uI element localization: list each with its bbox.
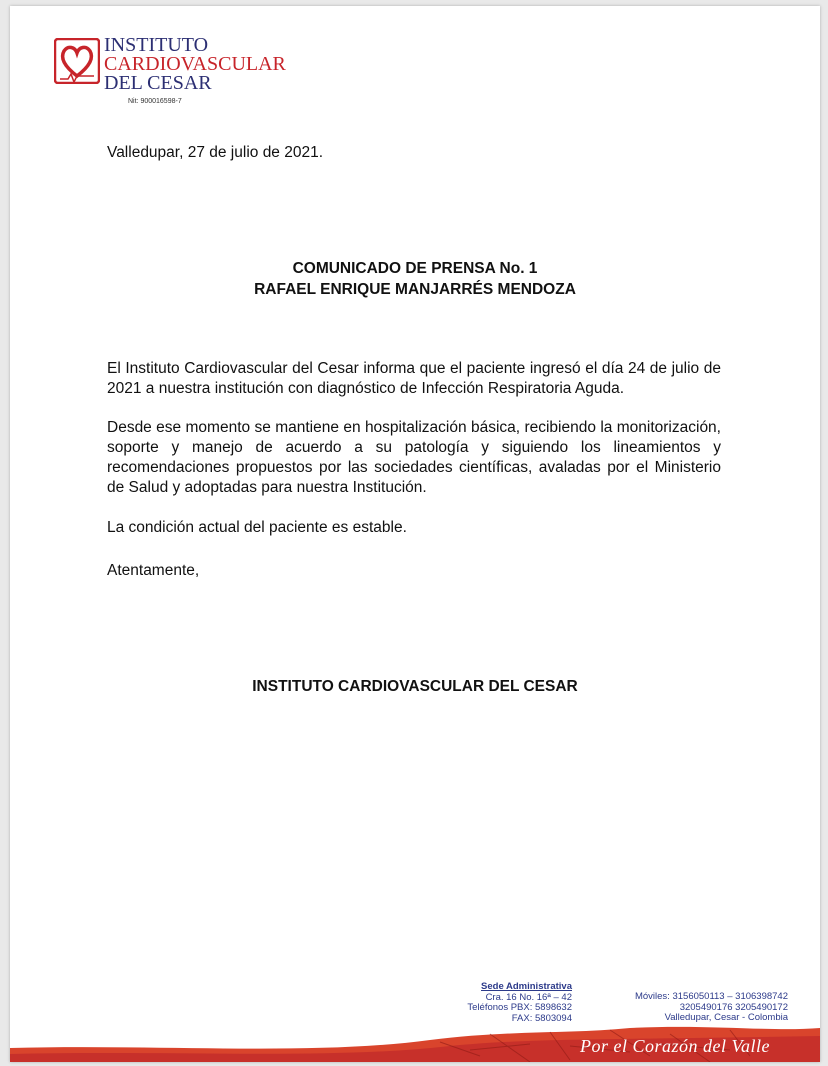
footer-office-title: Sede Administrativa xyxy=(481,981,572,992)
footer-slogan: Por el Corazón del Valle xyxy=(580,1036,770,1056)
signature-organization: INSTITUTO CARDIOVASCULAR DEL CESAR xyxy=(252,678,578,695)
footer-contact-block xyxy=(635,992,788,1024)
footer-address-block xyxy=(467,982,572,1024)
heart-logo-icon xyxy=(54,38,100,84)
logo-line-1: INSTITUTO xyxy=(104,34,209,56)
paragraph-condition: La condición actual del paciente es estable. xyxy=(107,519,407,536)
footer-fax: FAX: 5803094 xyxy=(511,1012,572,1024)
patient-name-heading: RAFAEL ENRIQUE MANJARRÉS MENDOZA xyxy=(254,281,576,298)
closing-salutation: Atentamente, xyxy=(107,562,200,579)
footer-mobiles-1: Móviles: 3156050113 – 3106398742 xyxy=(634,991,788,1002)
letter-date: Valledupar, 27 de julio de 2021. xyxy=(107,144,324,161)
footer-address: Cra. 16 No. 16ª – 42 xyxy=(485,991,572,1003)
logo-line-2: CARDIOVASCULAR xyxy=(104,53,286,75)
paragraph-admission: El Instituto Cardiovascular del Cesar informa que el paciente ingresó el día 24 de julio de 2021 a nuestra institución con diagnóstico de Infección Respiratoria Aguda. xyxy=(107,360,721,397)
footer-phones: Teléfonos PBX: 5898632 xyxy=(467,1002,572,1013)
paragraph-treatment: Desde ese momento se mantiene en hospitalización básica, recibiendo la monitorización, soporte y manejo de acuerdo a su patología y siguiendo los lineamientos y recomendaciones propuestos por las sociedades científicas, avaladas por el Ministerio de Salud y adoptadas para nuestra Institución. xyxy=(107,419,721,496)
logo-wordmark xyxy=(104,36,286,93)
footer-city: Valledupar, Cesar - Colombia xyxy=(664,1012,788,1023)
footer-mobiles-2: 3205490176 3205490172 xyxy=(679,1001,788,1013)
logo-line-3: DEL CESAR xyxy=(104,72,212,94)
press-release-heading: COMUNICADO DE PRENSA No. 1 xyxy=(292,260,538,277)
document-page xyxy=(10,6,820,1062)
logo-nit: Nit: 900016598-7 xyxy=(128,98,182,105)
